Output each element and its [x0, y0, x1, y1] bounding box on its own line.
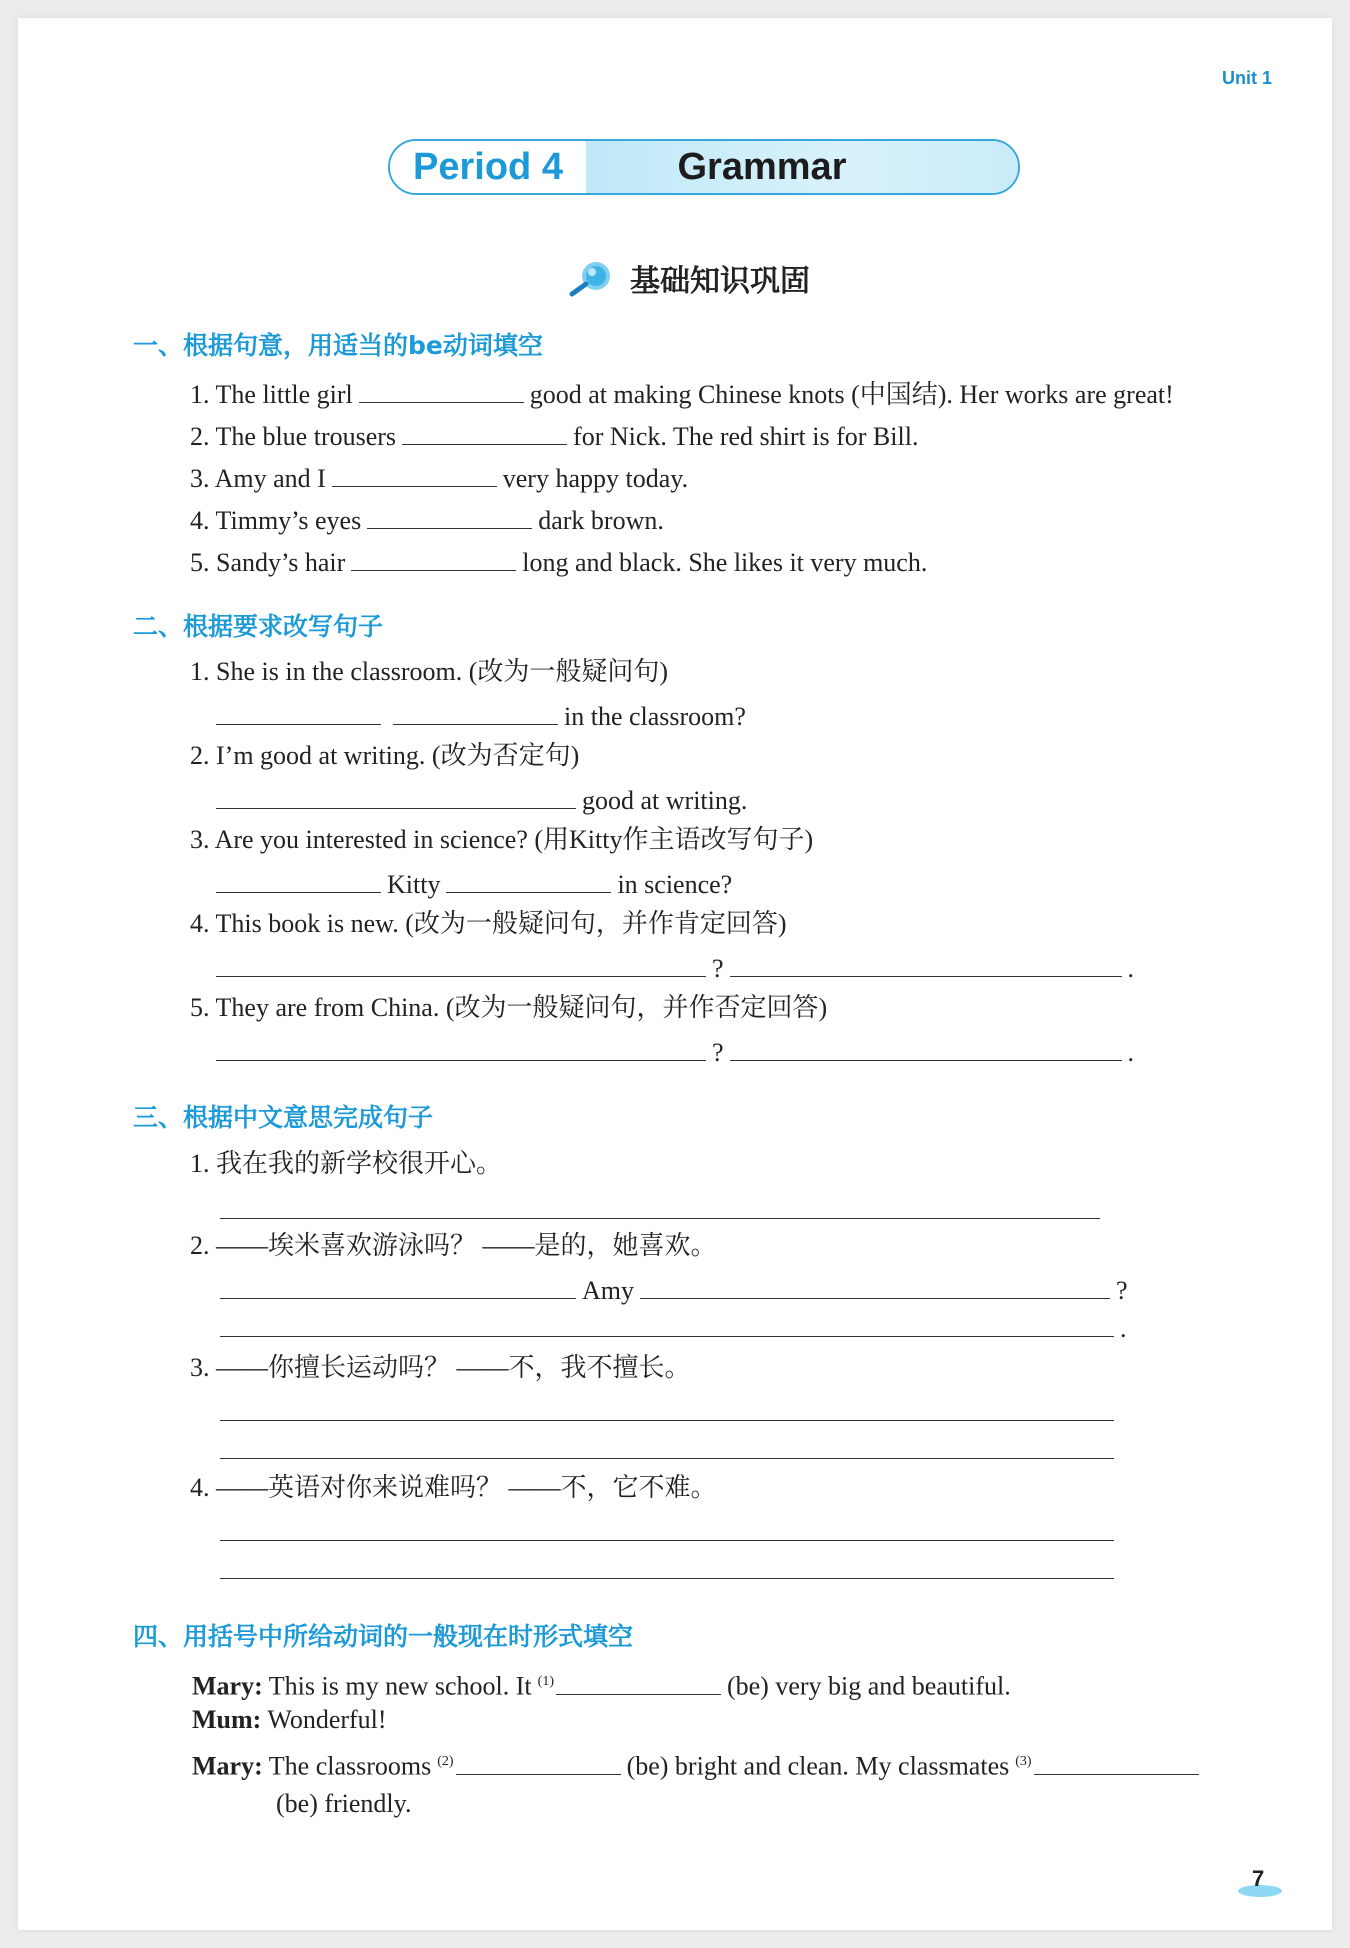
- item-text: dark brown.: [538, 506, 664, 535]
- answer-blank[interactable]: [220, 1192, 1100, 1219]
- dialogue-text: This is my new school. It: [268, 1671, 532, 1701]
- answer-text: good at writing.: [582, 786, 748, 815]
- answer-text: in the classroom?: [564, 702, 746, 731]
- part3-question-1: 1. 我在我的新学校很开心。: [190, 1149, 503, 1178]
- topic-label: Grammar: [586, 141, 1018, 193]
- part2-answer-5: [216, 1034, 1134, 1069]
- answer-blank[interactable]: [332, 460, 497, 487]
- answer-text: in science?: [617, 870, 733, 899]
- item-text: good at making Chinese knots (中国结). Her works are great!: [529, 380, 1174, 409]
- dialogue-line-2: [192, 1704, 387, 1736]
- part2-question-4: 4. This book is new. (改为一般疑问句，并作肯定回答): [190, 909, 787, 938]
- period-label: Period 4: [390, 141, 586, 193]
- part1-item-5: [190, 544, 927, 579]
- dialogue-text: (be) very big and beautiful.: [726, 1671, 1011, 1701]
- speaker: Mary:: [192, 1751, 263, 1781]
- answer-blank[interactable]: [456, 1748, 621, 1775]
- item-text: 5. Sandy’s hair: [190, 548, 346, 577]
- speaker: Mary:: [192, 1671, 263, 1701]
- blank-number: (3): [1015, 1754, 1032, 1769]
- part2-answer-4: [216, 950, 1134, 985]
- dash: [220, 1320, 246, 1337]
- dash: [220, 1562, 246, 1579]
- part1-item-1: [190, 376, 1174, 411]
- part1-heading: 一、根据句意，用适当的be动词填空: [133, 331, 543, 360]
- punctuation: .: [1127, 1038, 1135, 1067]
- part2-answer-1: [216, 698, 746, 733]
- answer-blank[interactable]: [730, 950, 1122, 977]
- part2-question-5: 5. They are from China. (改为一般疑问句，并作否定回答): [190, 993, 828, 1022]
- answer-blank[interactable]: [359, 376, 524, 403]
- item-text: 2. The blue trousers: [190, 422, 397, 451]
- part3-answer-3a: [220, 1394, 1120, 1429]
- punctuation: .: [1120, 1314, 1127, 1343]
- answer-blank[interactable]: [216, 950, 706, 977]
- section-title: 基础知识巩固: [630, 264, 810, 299]
- dialogue-text: Wonderful!: [267, 1705, 387, 1734]
- answer-blank[interactable]: [351, 544, 516, 571]
- item-text: long and black. She likes it very much.: [522, 548, 928, 577]
- dialogue-line-3-cont: (be) friendly.: [276, 1789, 412, 1818]
- item-text: 1. The little girl: [190, 380, 353, 409]
- part3-answer-2b: [220, 1310, 1127, 1345]
- answer-blank[interactable]: [246, 1272, 576, 1299]
- punctuation: .: [1127, 954, 1135, 983]
- answer-blank[interactable]: [246, 1552, 1114, 1579]
- part3-question-3: 3. ——你擅长运动吗？ ——不，我不擅长。: [190, 1353, 691, 1382]
- dash: [220, 1404, 246, 1421]
- punctuation: ?: [1116, 1276, 1128, 1305]
- dialogue-line-3: [192, 1746, 1205, 1783]
- page-number: 7: [1252, 1866, 1265, 1891]
- dash: [220, 1524, 246, 1541]
- answer-blank[interactable]: [402, 418, 567, 445]
- part1-item-2: [190, 418, 918, 453]
- part1-item-3: [190, 460, 688, 495]
- punctuation: ?: [712, 954, 724, 983]
- answer-blank[interactable]: [367, 502, 532, 529]
- answer-blank[interactable]: [730, 1034, 1122, 1061]
- answer-blank[interactable]: [216, 782, 576, 809]
- answer-blank[interactable]: [246, 1432, 1114, 1459]
- part2-answer-3: [216, 866, 732, 901]
- blank-number: (2): [437, 1754, 454, 1769]
- blank-number: (1): [537, 1674, 554, 1689]
- answer-blank[interactable]: [446, 866, 611, 893]
- item-text: very happy today.: [502, 464, 689, 493]
- part2-question-3: 3. Are you interested in science? (用Kitty作主语改写句子): [190, 825, 814, 854]
- part4-heading: 四、用括号中所给动词的一般现在时形式填空: [133, 1622, 634, 1651]
- item-text: 3. Amy and I: [190, 464, 326, 493]
- dash: [220, 1442, 246, 1459]
- answer-text: Amy: [582, 1276, 634, 1305]
- item-text: 4. Timmy’s eyes: [190, 506, 362, 535]
- section-header: [566, 256, 810, 300]
- speaker: Mum:: [192, 1705, 262, 1734]
- answer-blank[interactable]: [1034, 1748, 1199, 1775]
- magnifier-icon: [566, 258, 614, 298]
- unit-label: Unit 1: [1222, 68, 1273, 88]
- answer-blank[interactable]: [216, 698, 381, 725]
- answer-blank[interactable]: [216, 1034, 706, 1061]
- period-banner: [388, 139, 1020, 195]
- answer-blank[interactable]: [246, 1394, 1114, 1421]
- answer-blank[interactable]: [246, 1310, 1114, 1337]
- part3-question-2: 2. ——埃米喜欢游泳吗？ ——是的，她喜欢。: [190, 1231, 717, 1260]
- part3-answer-3b: [220, 1432, 1120, 1467]
- item-text: for Nick. The red shirt is for Bill.: [573, 422, 919, 451]
- part2-answer-2: [216, 782, 747, 817]
- answer-blank[interactable]: [556, 1668, 721, 1695]
- answer-blank[interactable]: [640, 1272, 1110, 1299]
- answer-blank[interactable]: [216, 866, 381, 893]
- part3-answer-2a: [220, 1272, 1128, 1307]
- part2-question-2: 2. I’m good at writing. (改为否定句): [190, 741, 580, 770]
- answer-text: Kitty: [387, 870, 441, 899]
- part3-answer-1: [220, 1192, 1106, 1227]
- dialogue-text: The classrooms: [268, 1751, 432, 1781]
- part3-answer-4a: [220, 1514, 1120, 1549]
- dialogue-text: (be) bright and clean. My classmates: [626, 1751, 1010, 1781]
- answer-blank[interactable]: [246, 1514, 1114, 1541]
- part2-heading: 二、根据要求改写句子: [133, 612, 384, 641]
- part1-item-4: [190, 502, 664, 537]
- part3-answer-4b: [220, 1552, 1120, 1587]
- punctuation: ?: [712, 1038, 724, 1067]
- part3-question-4: 4. ——英语对你来说难吗？ ——不，它不难。: [190, 1473, 717, 1502]
- part3-heading: 三、根据中文意思完成句子: [133, 1103, 434, 1132]
- part2-question-1: 1. She is in the classroom. (改为一般疑问句): [190, 657, 669, 686]
- dash: [220, 1282, 246, 1299]
- answer-blank[interactable]: [393, 698, 558, 725]
- dialogue-line-1: [192, 1666, 1011, 1703]
